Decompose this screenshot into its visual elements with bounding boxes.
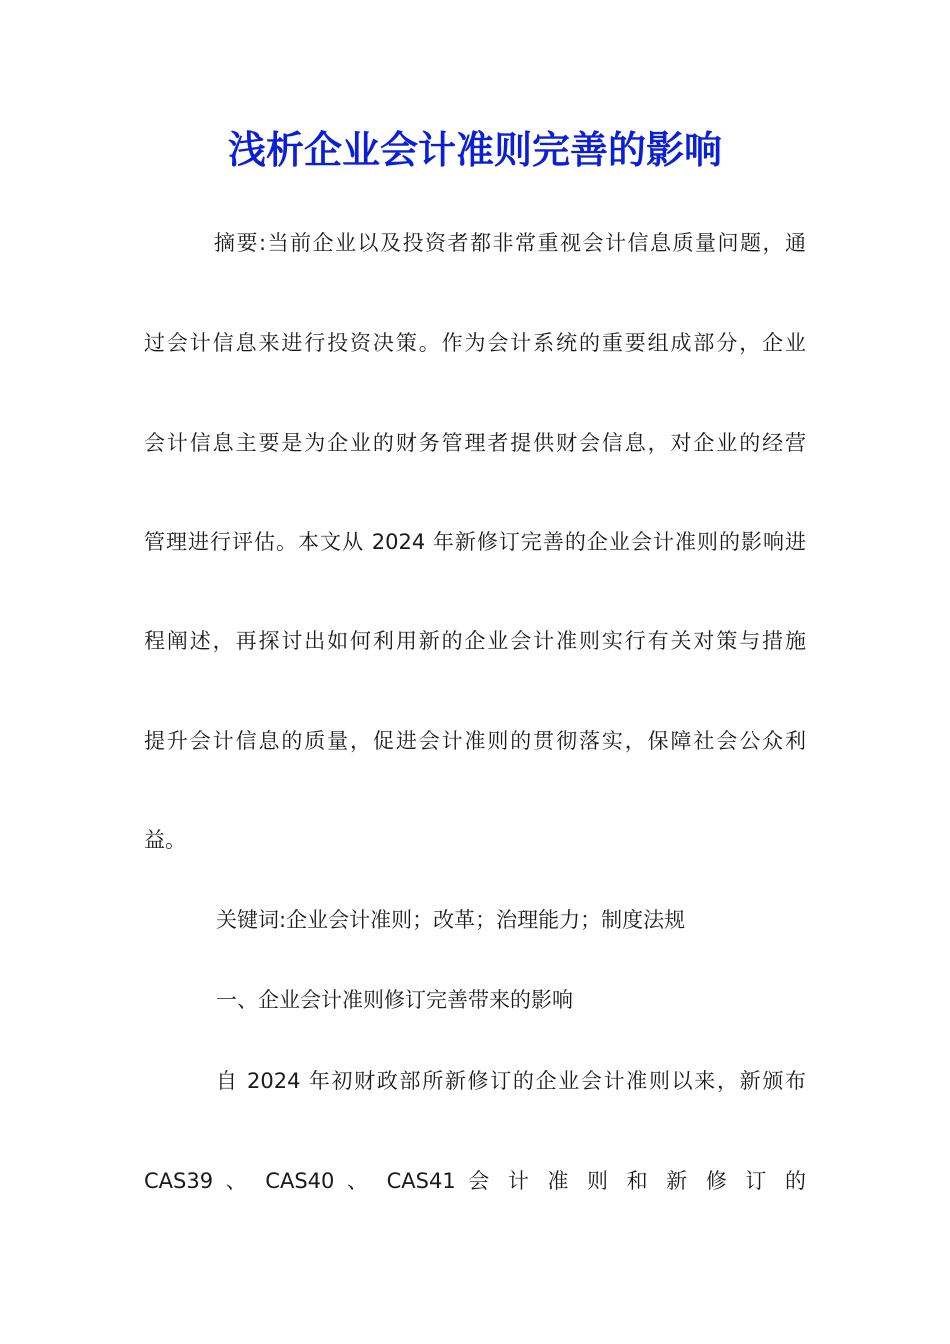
section-1-heading: 一、企业会计准则修订完善带来的影响 [216, 988, 573, 1012]
abstract-line-3: 会计信息主要是为企业的财务管理者提供财会信息，对企业的经营 [144, 431, 806, 455]
keywords: 关键词:企业会计准则；改革；治理能力；制度法规 [216, 908, 686, 932]
abstract-line-4: 管理进行评估。本文从 2024 年新修订完善的企业会计准则的影响进 [144, 530, 806, 554]
document-title: 浅析企业会计准则完善的影响 [227, 127, 722, 172]
body-line-1: 自 2024 年初财政部所新修订的企业会计准则以来，新颁布 [216, 1069, 806, 1093]
abstract-line-2: 过会计信息来进行投资决策。作为会计系统的重要组成部分，企业 [144, 331, 806, 355]
abstract-line-6: 提升会计信息的质量，促进会计准则的贯彻落实，保障社会公众利 [144, 729, 806, 753]
abstract-line-7: 益。 [144, 828, 186, 852]
abstract-line-1: 摘要:当前企业以及投资者都非常重视会计信息质量问题，通 [214, 231, 806, 255]
body-line-2: CAS39 、 CAS40 、 CAS41 会 计 准 则 和 新 修 订 的 [144, 1169, 806, 1193]
abstract-line-5: 程阐述，再探讨出如何利用新的企业会计准则实行有关对策与措施 [144, 629, 806, 653]
